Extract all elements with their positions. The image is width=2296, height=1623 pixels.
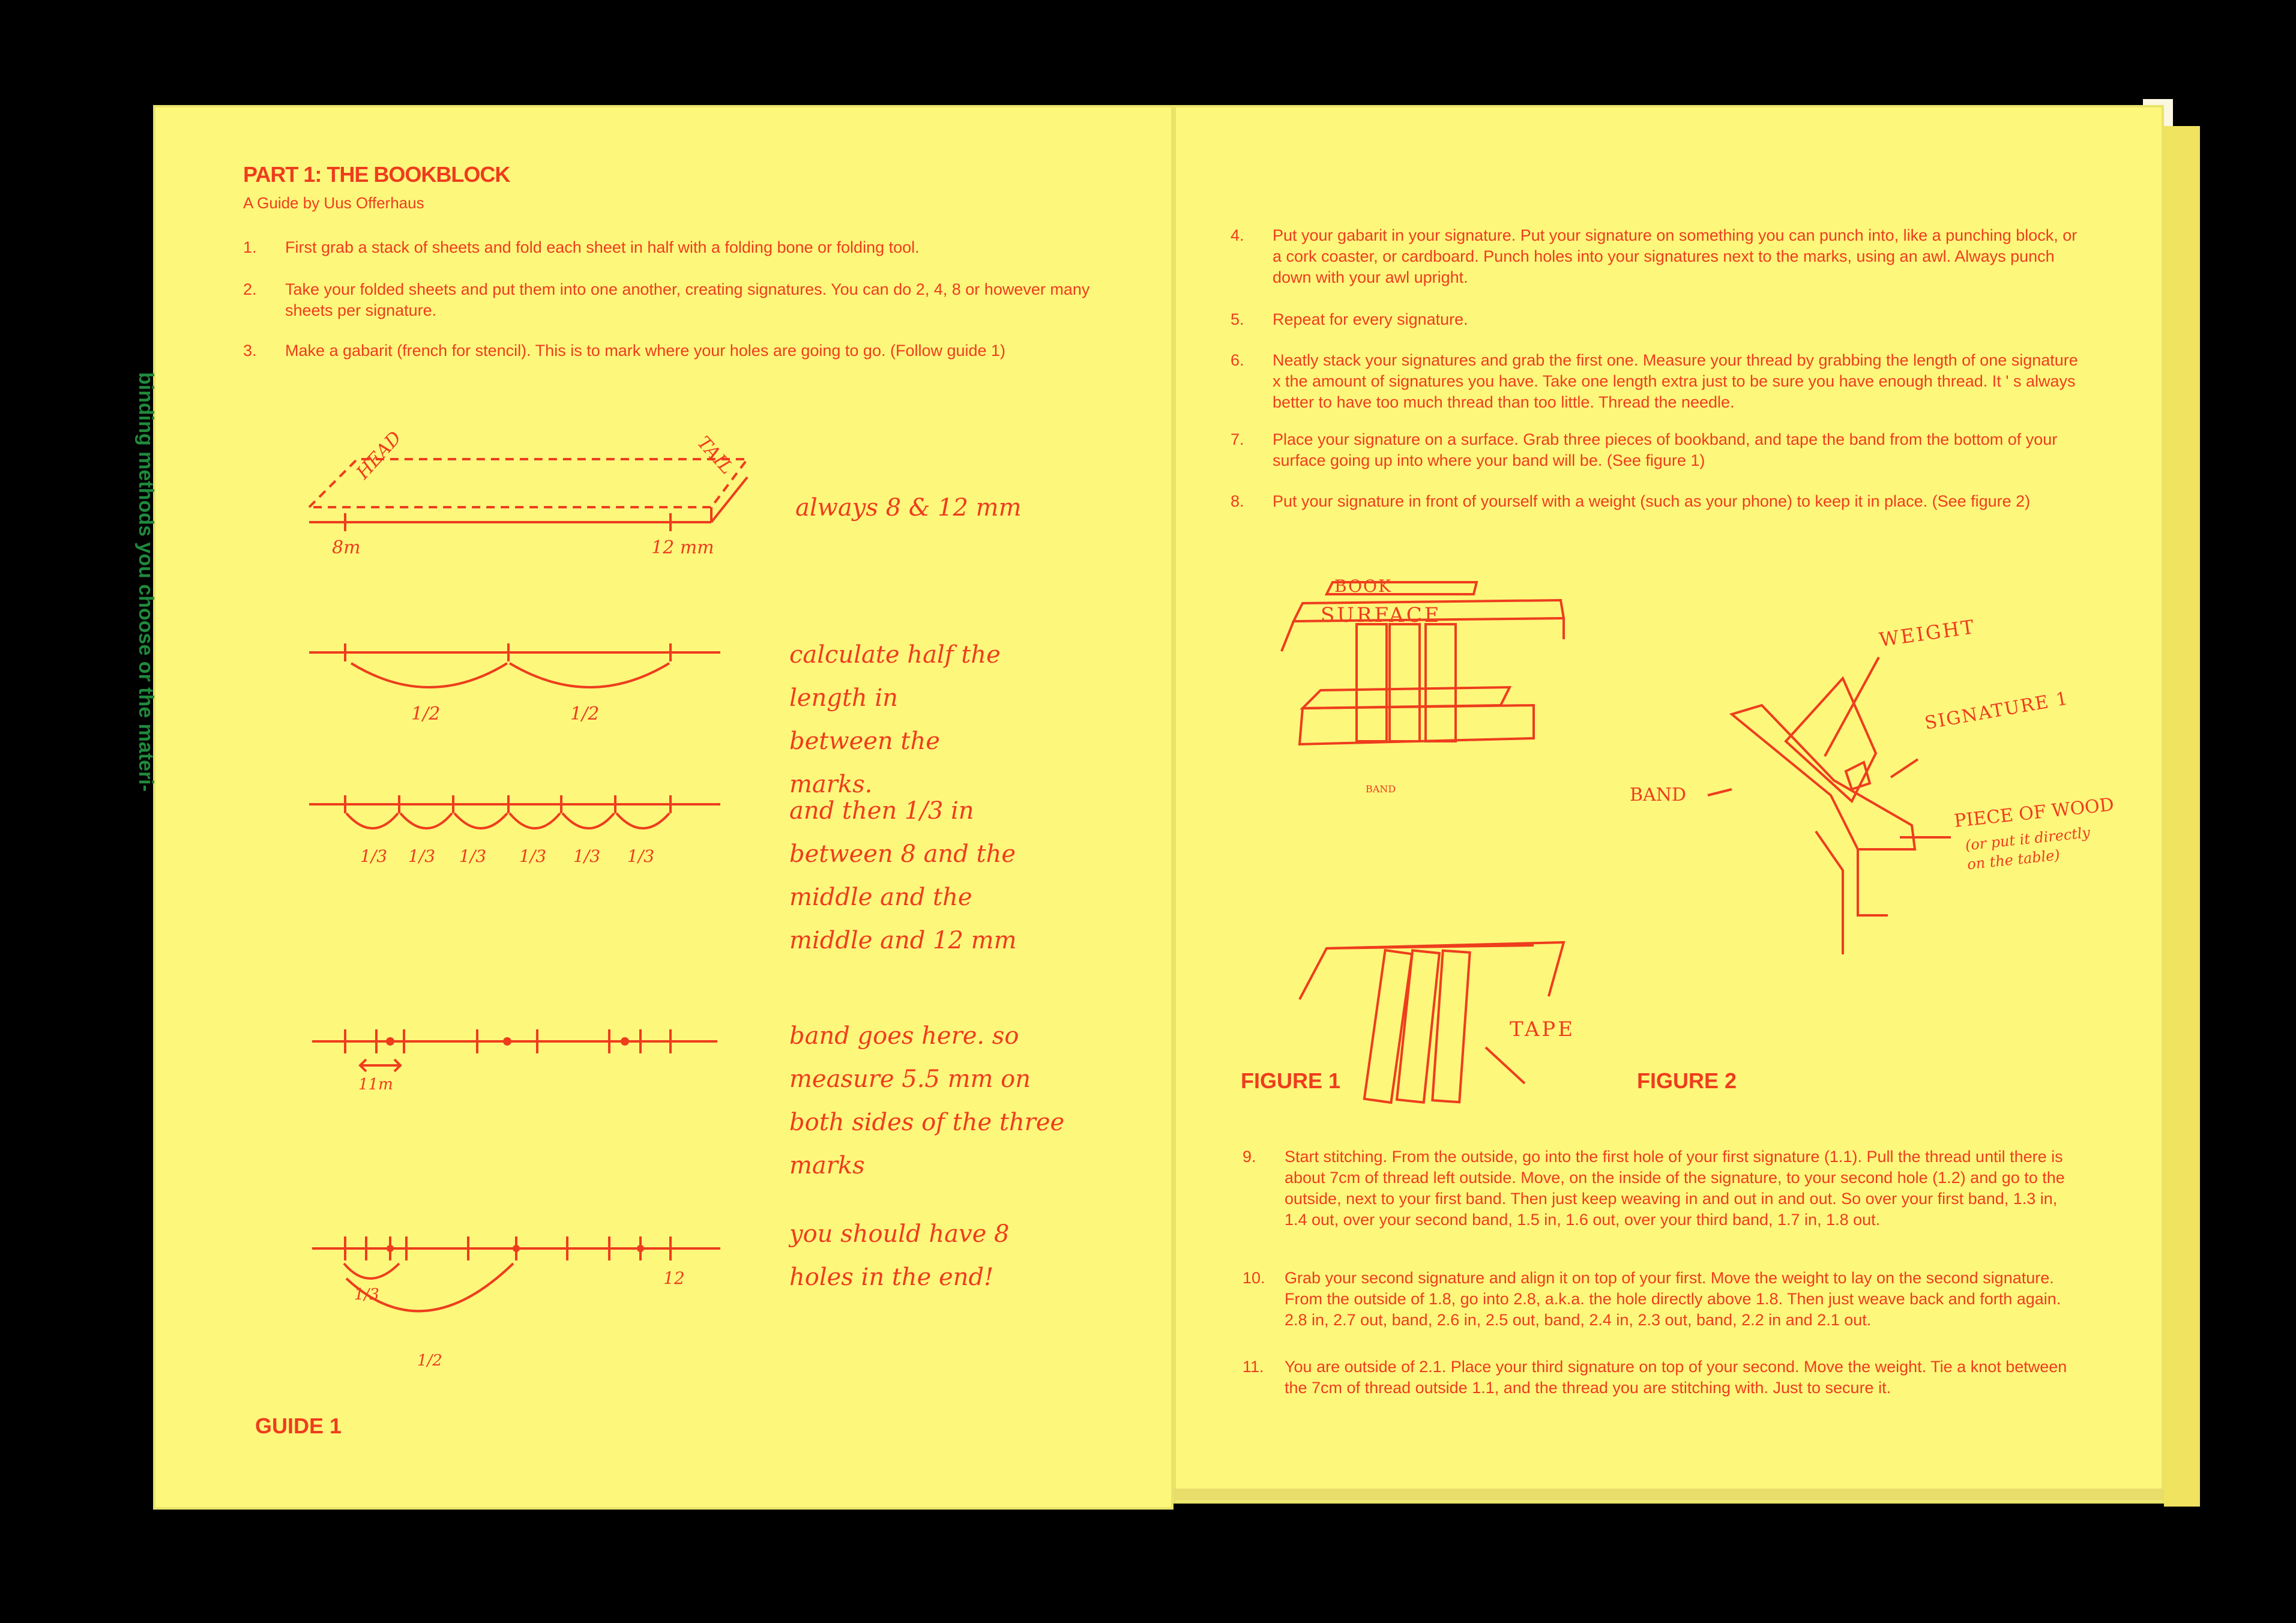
step-text: Grab your second signature and align it on top of your first. Move the weight to lay on the second signature. From the outside of 1.8, go into 2.8, a.k.a. the hole directly above 1.8. Then just weave back and forth again. 2.8 in, 2.7 out, band, 2.6 in, 2.5 out, band, 2.4 in, 2.3 out, band, 2.2 in and 2.1 out. (1285, 1269, 2061, 1329)
step-text: Neatly stack your signatures and grab the first one. Measure your thread by grabbing the length of one signature x the amount of signatures you have. Take one length extra just to be sure you have enough thread. It ' s always better to have too much thread than too little. Thread the needle. (1273, 351, 2078, 411)
step-number: 4. (1231, 226, 1244, 244)
mark-8-label: 8m (332, 537, 361, 558)
band-label: BAND (1366, 783, 1396, 795)
page-title: PART 1: THE BOOKBLOCK (243, 162, 510, 187)
final-half-label: 1/2 (417, 1352, 442, 1370)
third-label: 1/3 (519, 846, 547, 866)
step-text: You are outside of 2.1. Place your third signature on top of your second. Move the weight. Tie a knot between the 7cm of thread outside 1.1, and the thread you are stitching with. Just to secure it. (1285, 1358, 2067, 1397)
figure-1-label: FIGURE 1 (1241, 1068, 1341, 1093)
step-text: Put your gabarit in your signature. Put your signature on something you can punch into, like a punching block, or a cork coaster, or cardboard. Punch holes into your signatures next to the marks, using an awl. Always punch down with your awl upright. (1273, 226, 2078, 286)
tail-label: TAIL (693, 432, 738, 479)
step-number: 9. (1243, 1148, 1256, 1166)
step-number: 1. (243, 238, 257, 256)
step-text: Take your folded sheets and put them into one another, creating signatures. You can do 2, 4, 8 or however many sheets per signature. (285, 280, 1090, 319)
eleven-label: 11m (358, 1076, 393, 1094)
final-third-label: 1/3 (354, 1286, 379, 1304)
page-subtitle: A Guide by Uus Offerhaus (243, 194, 424, 212)
tape-label: TAPE (1510, 1017, 1576, 1041)
step-number: 5. (1231, 310, 1244, 328)
mark-12-label: 12 mm (651, 537, 714, 558)
figure-2-label: FIGURE 2 (1637, 1068, 1737, 1093)
step-text: Repeat for every signature. (1273, 310, 1468, 328)
wood-label: PIECE OF WOOD (1953, 794, 2115, 832)
left-page (153, 105, 1174, 1510)
step-number: 8. (1231, 492, 1244, 510)
page-bottom-edge (1174, 1489, 2164, 1501)
wood-note: (or put it directly on the table) (1964, 824, 2091, 873)
head-label: HEAD (352, 427, 406, 484)
book-label: BOOK (1334, 576, 1392, 596)
step-text: Put your signature in front of yourself with a weight (such as your phone) to keep it in place. (See figure 2) (1273, 492, 2031, 510)
third-label: 1/3 (573, 846, 601, 866)
right-page (1174, 105, 2164, 1504)
third-label: 1/3 (459, 846, 487, 866)
step-number: 11. (1243, 1358, 1264, 1376)
step-number: 7. (1231, 430, 1244, 448)
step-number: 6. (1231, 351, 1244, 369)
note-5: you should have 8 holes in the end! (789, 1220, 1010, 1291)
half-label: 1/2 (411, 703, 441, 724)
note-1: always 8 & 12 mm (795, 494, 1022, 522)
half-arc (351, 663, 507, 687)
note-4: band goes here. so measure 5.5 mm on both sides of the three marks (789, 1022, 1065, 1179)
step-number: 3. (243, 342, 257, 360)
guide-label: GUIDE 1 (255, 1414, 342, 1438)
step-number: 2. (243, 280, 257, 298)
step-text: Start stitching. From the outside, go into the first hole of your first signature (1.1). Pull the thread until there is about 7cm of thread left outside. Move, on the inside of the signature, to your second hole (1.2) and go to the outside, next to your first band. Then just keep weaving in and out in and out. So over your first band, 1.3 in, 1.4 out, over your second band, 1.5 in, 1.6 out, over your third band, 1.7 in, 1.8 out. (1285, 1148, 2065, 1229)
weight-shape (1786, 678, 1876, 801)
back-cover-edge (2164, 126, 2200, 1507)
signature-label: SIGNATURE 1 (1923, 688, 2071, 734)
final-12-label: 12 (663, 1268, 685, 1288)
step-text: Place your signature on a surface. Grab three pieces of bookband, and tape the band from the bottom of your surface going up into where your band will be. (See figure 1) (1273, 430, 2058, 469)
surface-label: SURFACE (1321, 603, 1442, 627)
weight-label: WEIGHT (1878, 615, 1977, 652)
band-label-fig2: BAND (1630, 784, 1687, 805)
step-text: First grab a stack of sheets and fold each sheet in half with a folding bone or folding tool. (285, 238, 920, 256)
third-label: 1/3 (360, 846, 388, 866)
table-edge (1732, 705, 1915, 849)
half-label: 1/2 (570, 703, 600, 724)
step-text: Make a gabarit (french for stencil). This is to mark where your holes are going to go. (Follow guide 1) (285, 342, 1006, 360)
note-3: and then 1/3 in between 8 and the middle and the middle and 12 mm (789, 797, 1017, 954)
third-label: 1/3 (408, 846, 436, 866)
note-2: calculate half the length in between the marks. (789, 641, 1001, 798)
spine-text: binding methods you choose or the materi- (134, 372, 157, 792)
half-arc (510, 663, 669, 687)
third-label: 1/3 (627, 846, 655, 866)
step-number: 10. (1243, 1269, 1265, 1287)
